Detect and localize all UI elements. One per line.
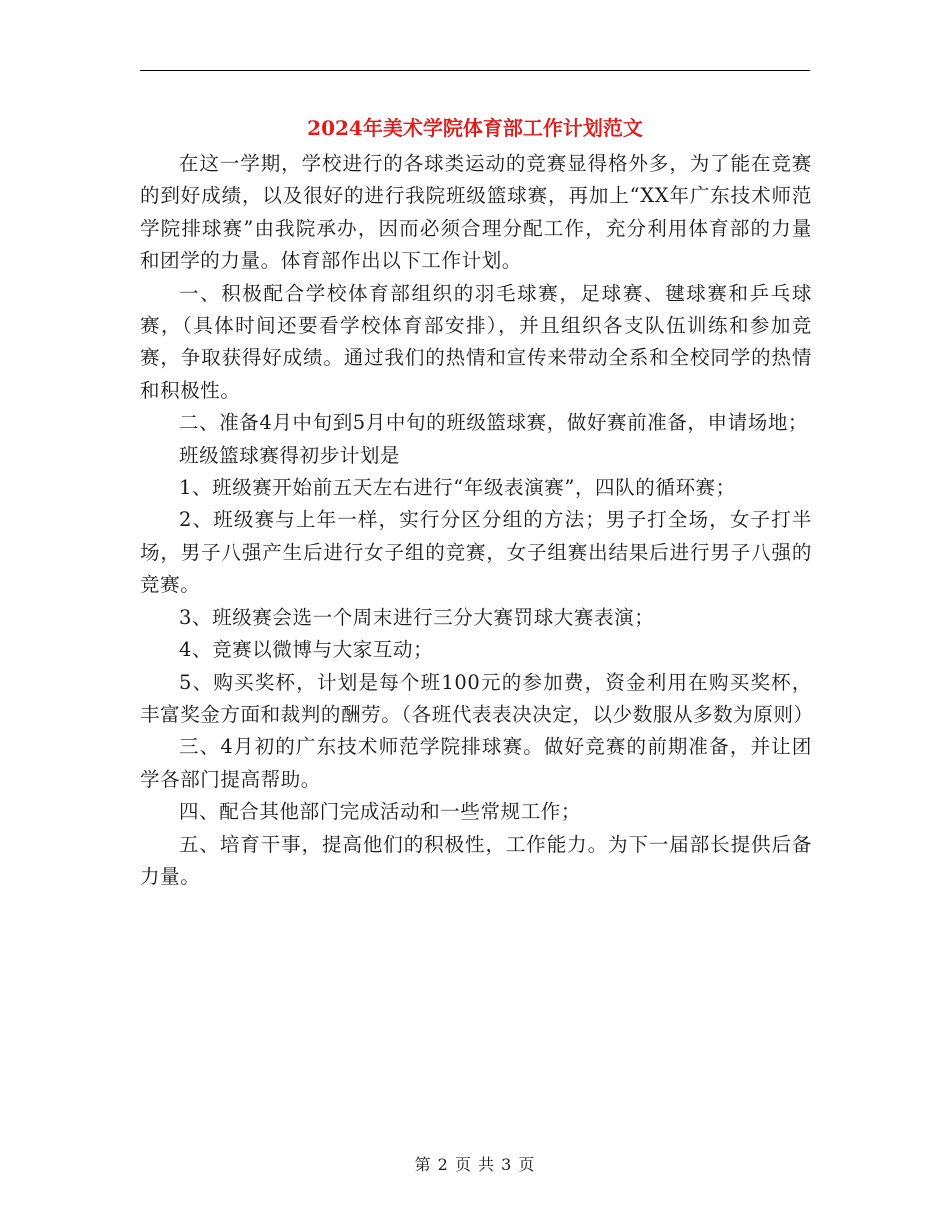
paragraph-intro: 在这一学期，学校进行的各球类运动的竞赛显得格外多，为了能在竞赛的到好成绩，以及很好的进行我院班级篮球赛，再加上“XX年广东技术师范学院排球赛”由我院承办，因而必须合理分配工作，充分利用体育部的力量和团学的力量。体育部作出以下工作计划。	[140, 152, 812, 273]
paragraph-plan-5: 5、购买奖杯，计划是每个班100元的参加费，资金利用在购买奖杯，丰富奖金方面和裁判的酬劳。（各班代表表决决定，以少数服从多数为原则）	[140, 670, 814, 726]
paragraph-plan-1: 1、班级赛开始前五天左右进行“年级表演赛”，四队的循环赛；	[179, 476, 736, 500]
header-rule	[140, 70, 810, 71]
paragraph-plan-4: 4、竞赛以微博与大家互动；	[179, 638, 434, 662]
paragraph-item-5: 五、培育干事，提高他们的积极性，工作能力。为下一届部长提供后备力量。	[140, 832, 812, 888]
document-title: 2024年美术学院体育部工作计划范文	[307, 116, 643, 140]
paragraph-basketball-plan-heading: 班级篮球赛得初步计划是	[179, 443, 401, 467]
paragraph-item-3: 三、4月初的广东技术师范学院排球赛。做好竞赛的前期准备，并让团学各部门提高帮助。	[140, 735, 812, 791]
paragraph-item-2: 二、准备4月中旬到5月中旬的班级篮球赛，做好赛前准备，申请场地；	[179, 411, 809, 435]
paragraph-item-1: 一、积极配合学校体育部组织的羽毛球赛，足球赛、毽球赛和乒乓球赛，（具体时间还要看学校体育部安排），并且组织各支队伍训练和参加竞赛，争取获得好成绩。通过我们的热情和宣传来带动全系和全校同学的热情和积极性。	[140, 281, 812, 402]
document-body	[140, 148, 812, 893]
page-number: 第 2 页 共 3 页	[414, 1155, 536, 1174]
paragraph-item-4: 四、配合其他部门完成活动和一些常规工作；	[179, 800, 582, 824]
paragraph-plan-3: 3、班级赛会选一个周末进行三分大赛罚球大赛表演；	[179, 605, 655, 629]
paragraph-plan-2: 2、班级赛与上年一样，实行分区分组的方法；男子打全场，女子打半场，男子八强产生后进行女子组的竞赛，女子组赛出结果后进行男子八强的竞赛。	[140, 508, 812, 597]
